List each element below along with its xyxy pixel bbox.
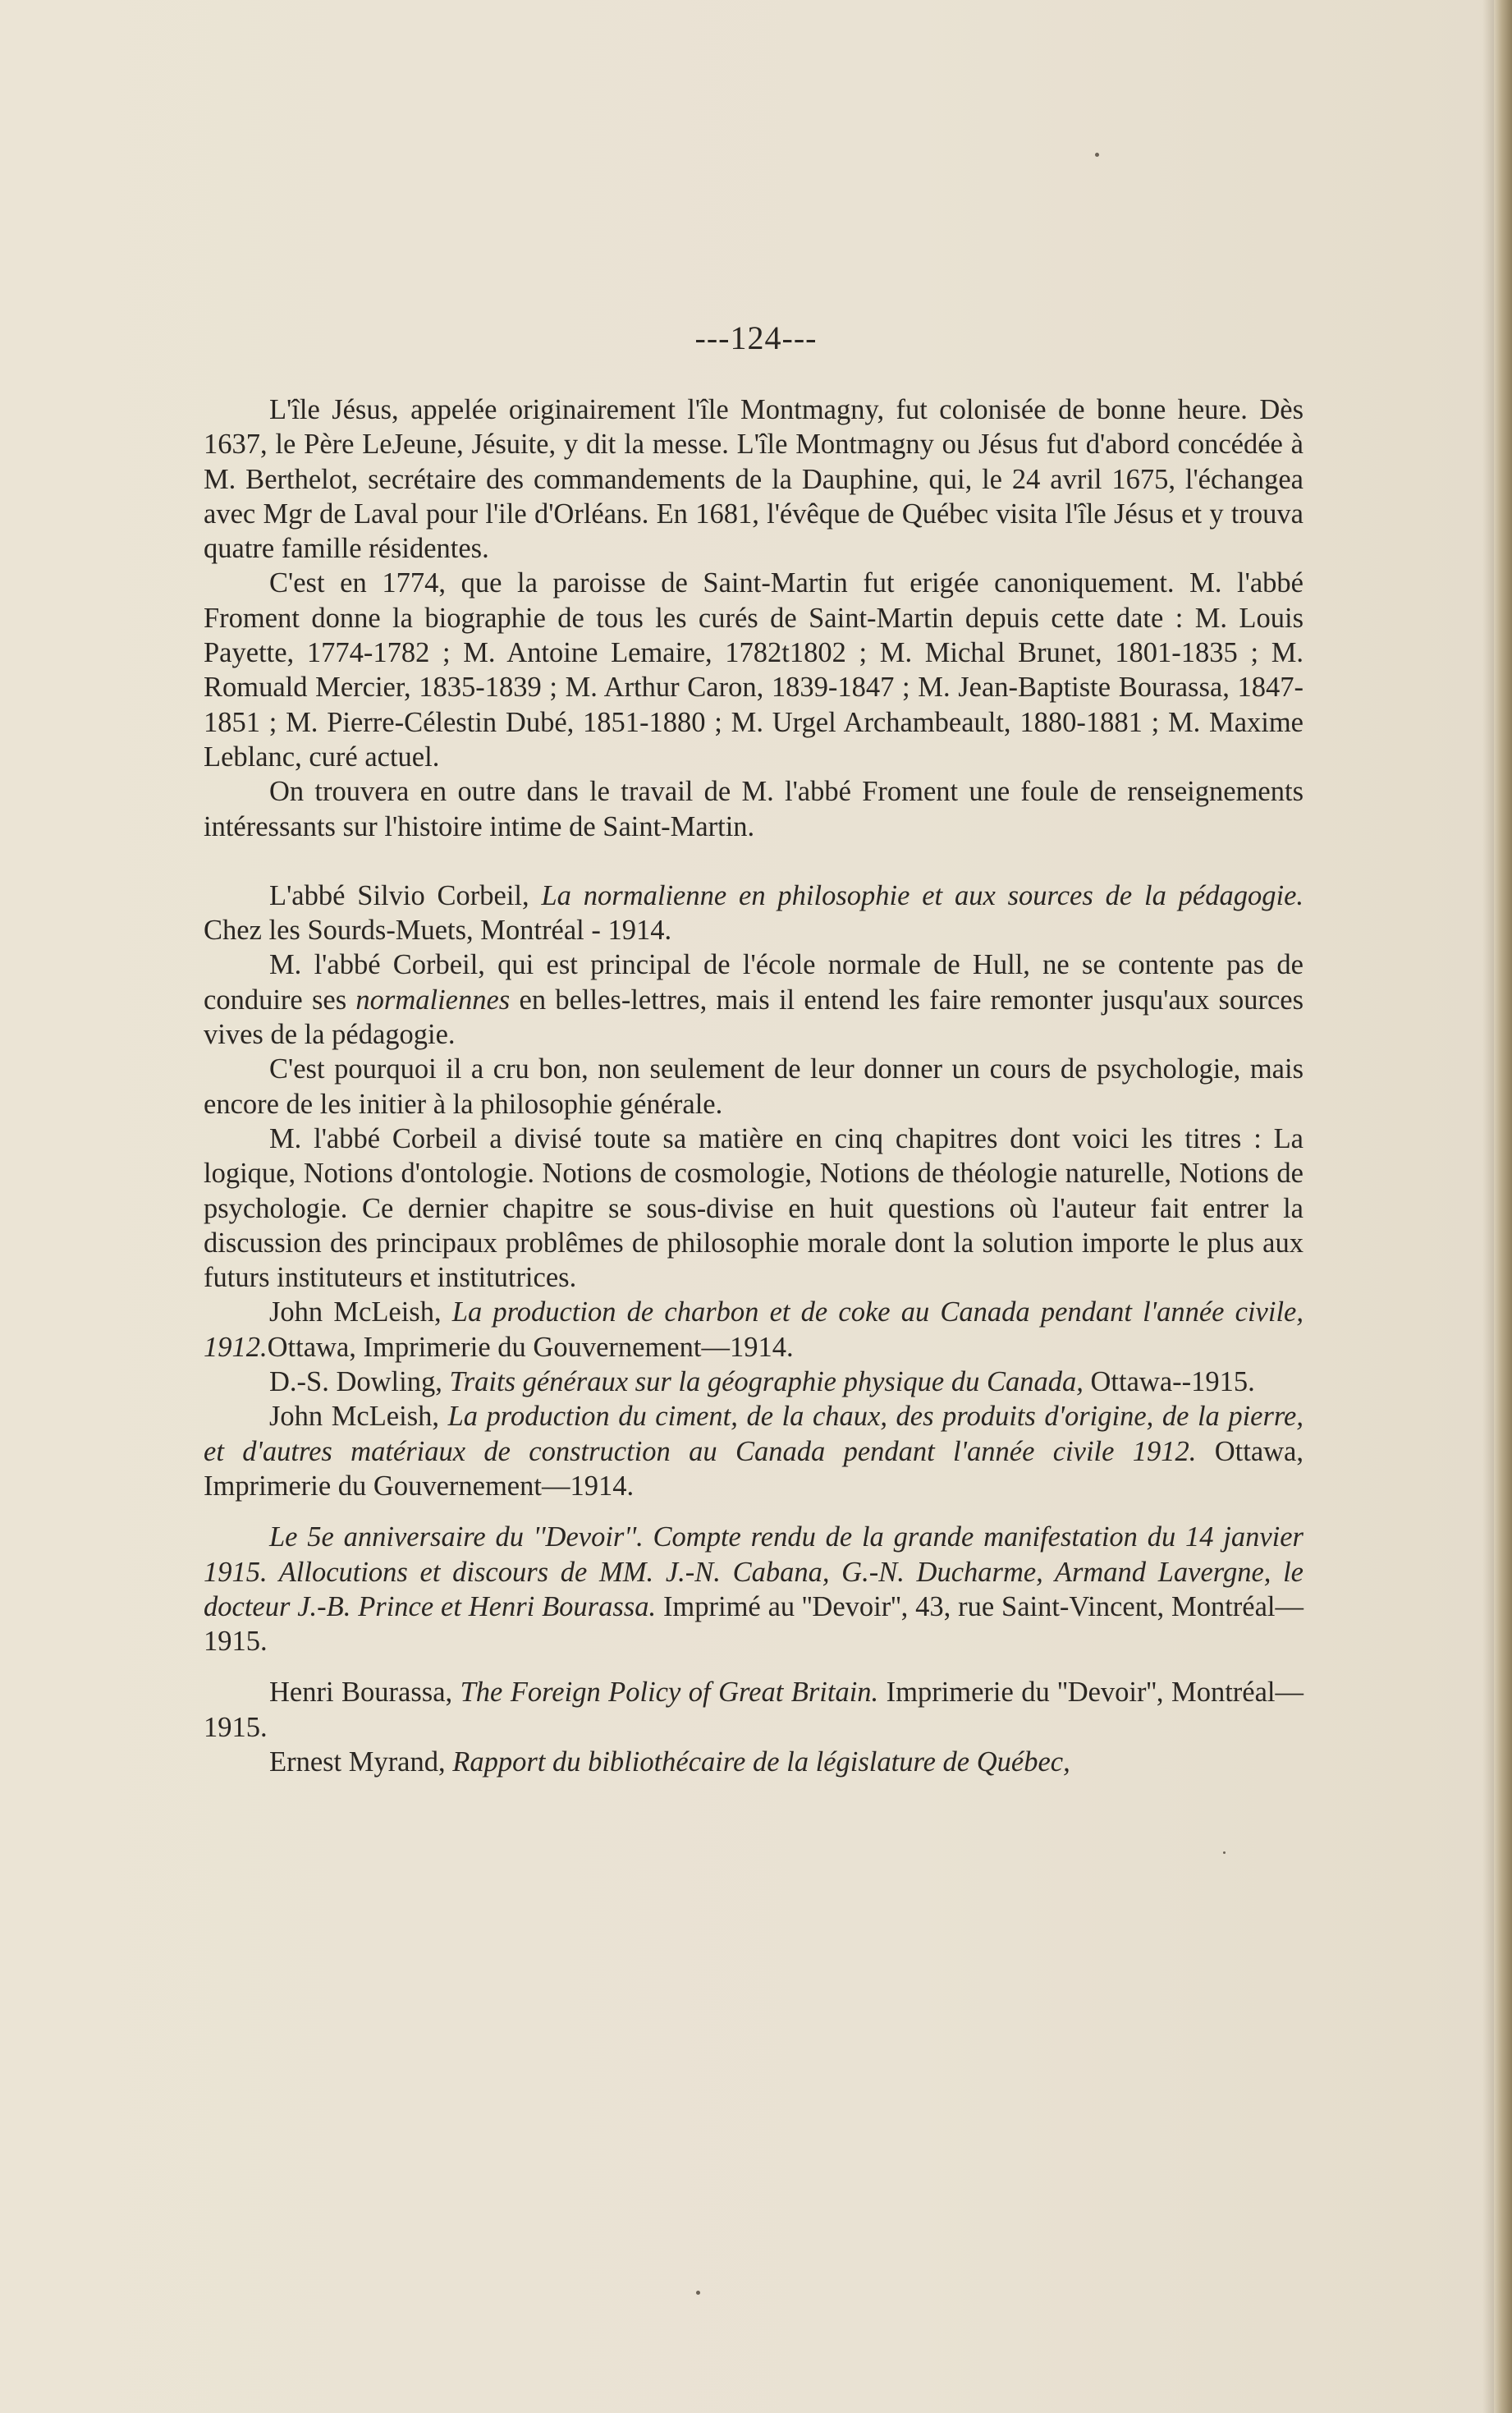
entry-title: The Foreign Policy of Great Britain. [460,1677,879,1709]
entry-author: L'abbé Silvio Corbeil, [269,879,542,911]
entry-publisher: Ottawa, Imprimerie du Gouvernement—1914. [204,1435,1304,1502]
entry-myrand [204,1745,1304,1779]
entry-publisher: Imprimerie du ''Devoir'', Montréal—1915. [204,1677,1304,1743]
entry-publisher: Imprimé au ''Devoir'', 43, rue Saint-Vincent, Montréal—1915. [204,1590,1304,1658]
entry-corbeil [204,878,1304,948]
entry-bourassa [204,1675,1304,1745]
entry-author: Ernest Myrand, [269,1746,453,1778]
page-edge-shadow [1482,0,1494,2413]
entry-title: La production de charbon et de coke au Canada pendant l'année civile, 1912. [204,1296,1304,1363]
entry-publisher: Chez les Sourds-Muets, Montréal - 1914. [204,915,672,947]
paper-speck [1223,1851,1226,1854]
entry-mcleish-ciment [204,1399,1304,1503]
paragraph-saint-martin: C'est en 1774, que la paroisse de Saint-Martin fut erigée canoniquement. M. l'abbé Froment donne la biographie de tous les curés de Saint-Martin depuis cette date : M. Louis Payette, 1774-1782 ; M. Antoine Lemaire, 1782t1802 ; M. Michal Brunet, 1801-1835 ; M. Romuald Mercier, 1835-1839 ; M. Arthur Caron, 1839-1847 ; M. Jean-Baptiste Bourassa, 1847-1851 ; M. Pierre-Célestin Dubé, 1851-1880 ; M. Urgel Archambeault, 1880-1881 ; M. Maxime Leblanc, curé actuel. [204,567,1304,773]
paragraph-corbeil-normale [204,947,1304,1052]
page-number: ---124--- [694,319,818,356]
entry-author: John McLeish, [269,1401,448,1433]
paragraph-ile-jesus: L'île Jésus, appelée originairement l'île Montmagny, fut colonisée de bonne heure. Dès 1637, le Père LeJeune, Jésuite, y dit la messe. L'île Montmagny ou Jésus fut d'abord concédée à M. Berthelot, secrétaire des commandements de la Dauphine, qui, le 24 avril 1675, l'échangea avec Mgr de Laval pour l'ile d'Orléans. En 1681, l'évêque de Québec visita l'île Jésus et y trouva quatre famille résidentes. [204,394,1304,565]
entry-title: Le 5e anniversaire du ''Devoir''. Compte rendu de la grande manifestation du 14 janvier 1915. Allocutions et discours de MM. J.-N. Cabana, G.-N. Ducharme, Armand Lavergne, le docteur J.-B. Prince et Henri Bourassa. [204,1521,1304,1622]
entry-author: Henri Bourassa, [269,1677,460,1709]
entry-author: D.-S. Dowling, [269,1366,450,1398]
entry-mcleish-charbon [204,1295,1304,1365]
paper-speck [696,2291,700,2295]
entry-author: John McLeish, [269,1296,452,1328]
paragraph-chapitres: M. l'abbé Corbeil a divisé toute sa matière en cinq chapitres dont voici les titres : La logique, Notions d'ontologie. Notions de cosmologie, Notions de théologie naturelle, Notions de psychologie. Ce dernier chapitre se sous-divise en huit questions où l'auteur fait entrer la discussion des principaux problêmes de philosophie morale dont la solution importe le plus aux futurs instituteurs et institutrices. [204,1122,1304,1294]
entry-title: Rapport du bibliothécaire de la législature de Québec, [452,1746,1070,1778]
entry-publisher: Ottawa--1915. [1083,1366,1255,1398]
text-run: M. l'abbé Corbeil, qui est principal de l'école normale de Hull, ne se contente pas de conduire ses [204,949,1304,1016]
paper-speck [1095,153,1099,157]
paragraph-psychologie: C'est pourquoi il a cru bon, non seulement de leur donner un cours de psychologie, mais encore de les initier à la philosophie générale. [204,1053,1304,1120]
entry-publisher: Ottawa, Imprimerie du Gouvernement—1914. [267,1331,794,1363]
text-run: en belles-lettres, mais il entend les faire remonter jusqu'aux sources vives de la pédagogie. [204,984,1304,1051]
paragraph-froment: On trouvera en outre dans le travail de M. l'abbé Froment une foule de renseignements intéressants sur l'histoire intime de Saint-Martin. [204,776,1304,842]
entry-title: La production du ciment, de la chaux, des produits d'origine, de la pierre, et d'autres matériaux de construction au Canada pendant l'année civile 1912. [204,1401,1304,1467]
body-text [204,392,1304,1779]
entry-dowling [204,1365,1304,1399]
text-run-italic: normaliennes [355,984,511,1016]
entry-title: Traits généraux sur la géographie physique du Canada, [449,1366,1084,1398]
page-edge [1494,0,1512,2413]
entry-devoir-anniversaire [204,1520,1304,1658]
entry-title: La normalienne en philosophie et aux sources de la pédagogie. [541,879,1304,911]
